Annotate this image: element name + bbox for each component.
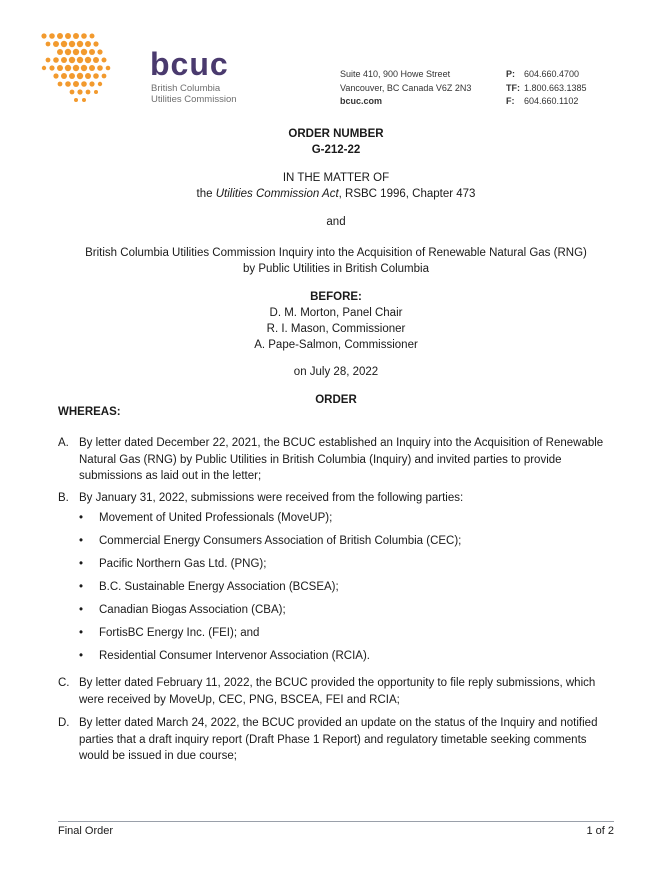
party-name: Canadian Biogas Association (CBA);	[99, 604, 286, 616]
act-suffix: , RSBC 1996, Chapter 473	[338, 188, 476, 200]
logo-wordmark: bcuc	[150, 46, 229, 82]
logo-subtitle	[151, 83, 237, 105]
list-item	[79, 625, 461, 648]
recital-label: D.	[58, 717, 70, 729]
list-item	[79, 533, 461, 556]
panel-member: D. M. Morton, Panel Chair	[269, 307, 403, 319]
act-prefix: the	[196, 188, 216, 200]
list-item	[79, 602, 461, 625]
contact-block	[506, 68, 587, 109]
order-number: G-212-22	[311, 144, 361, 156]
inquiry-title-line-2: by Public Utilities in British Columbia	[243, 263, 429, 275]
party-name: B.C. Sustainable Energy Association (BCSEA);	[99, 581, 339, 593]
address-block	[340, 68, 471, 109]
act-name: Utilities Commission Act	[215, 188, 339, 200]
whereas-heading: WHEREAS:	[58, 406, 121, 418]
recital-text: By letter dated March 24, 2022, the BCUC provided an update on the status of the Inquiry and notified parties that a draft inquiry report (Draft Phase 1 Report) and regulatory timetable seeking comments would be issued in due course;	[79, 717, 598, 762]
fax-label: F:	[506, 96, 515, 106]
list-item	[79, 510, 461, 533]
bullet-icon: •	[79, 535, 84, 547]
recital-text: By January 31, 2022, submissions were received from the following parties:	[79, 492, 464, 504]
recital-label: C.	[58, 677, 70, 689]
phone-label: P:	[506, 69, 515, 79]
list-item	[79, 648, 461, 671]
parties-list	[79, 510, 461, 671]
logo-subtitle-line-2: Utilities Commission	[151, 94, 237, 105]
recital-d	[58, 715, 618, 765]
party-name: Movement of United Professionals (MoveUP);	[99, 512, 333, 524]
phone-number: 604.660.4700	[524, 69, 580, 79]
party-name: FortisBC Energy Inc. (FEI); and	[99, 627, 260, 639]
recital-text: By letter dated December 22, 2021, the BCUC established an Inquiry into the Acquisition of Renewable Natural Gas (RNG) by Public Utilities in British Columbia (Inquiry) and invited parties to provide submissions as laid out in the letter;	[79, 437, 604, 482]
party-name: Commercial Energy Consumers Association of British Columbia (CEC);	[99, 535, 462, 547]
party-name: Pacific Northern Gas Ltd. (PNG);	[99, 558, 267, 570]
panel-member: A. Pape-Salmon, Commissioner	[254, 339, 418, 351]
list-item	[79, 579, 461, 602]
tollfree-label: TF:	[506, 82, 520, 93]
fax-number: 604.660.1102	[524, 96, 579, 106]
bcuc-logo-icon	[38, 30, 138, 110]
inquiry-title-line-1: British Columbia Utilities Commission Inquiry into the Acquisition of Renewable Natural Gas (RNG)	[85, 247, 587, 259]
panel-member: R. I. Mason, Commissioner	[266, 323, 406, 335]
list-item	[79, 556, 461, 579]
bullet-icon: •	[79, 650, 84, 662]
footer-divider	[58, 821, 614, 822]
bullet-icon: •	[79, 627, 84, 639]
fax-row	[506, 95, 587, 109]
matter-of: IN THE MATTER OF	[282, 172, 390, 184]
recital-label: A.	[58, 437, 69, 449]
address-line-2: Vancouver, BC Canada V6Z 2N3	[340, 82, 472, 93]
bullet-icon: •	[79, 512, 84, 524]
recital-label: B.	[58, 492, 69, 504]
website-link[interactable]: bcuc.com	[340, 96, 383, 106]
logo-subtitle-line-1: British Columbia	[151, 83, 221, 94]
bullet-icon: •	[79, 558, 84, 570]
footer-label: Final Order	[58, 825, 114, 837]
order-number-title: ORDER NUMBER	[288, 128, 384, 140]
recital-a	[58, 435, 618, 485]
and-text: and	[326, 216, 346, 228]
bullet-icon: •	[79, 604, 84, 616]
before-heading: BEFORE:	[310, 291, 362, 303]
order-date: on July 28, 2022	[293, 366, 379, 378]
order-heading: ORDER	[315, 394, 357, 406]
party-name: Residential Consumer Intervenor Association (RCIA).	[99, 650, 371, 662]
bullet-icon: •	[79, 581, 84, 593]
recital-c	[58, 675, 618, 708]
tollfree-number: 1.800.663.1385	[524, 82, 587, 93]
tollfree-row	[506, 82, 587, 96]
act-reference	[0, 186, 672, 203]
recital-text: By letter dated February 11, 2022, the BCUC provided the opportunity to file reply submissions, which were received by MoveUp, CEC, PNG, BSCEA, FEI and RCIA;	[79, 677, 596, 706]
phone-row	[506, 68, 587, 82]
page-number: 1 of 2	[586, 825, 614, 837]
address-line-1: Suite 410, 900 Howe Street	[340, 69, 451, 79]
recital-b	[58, 490, 618, 507]
